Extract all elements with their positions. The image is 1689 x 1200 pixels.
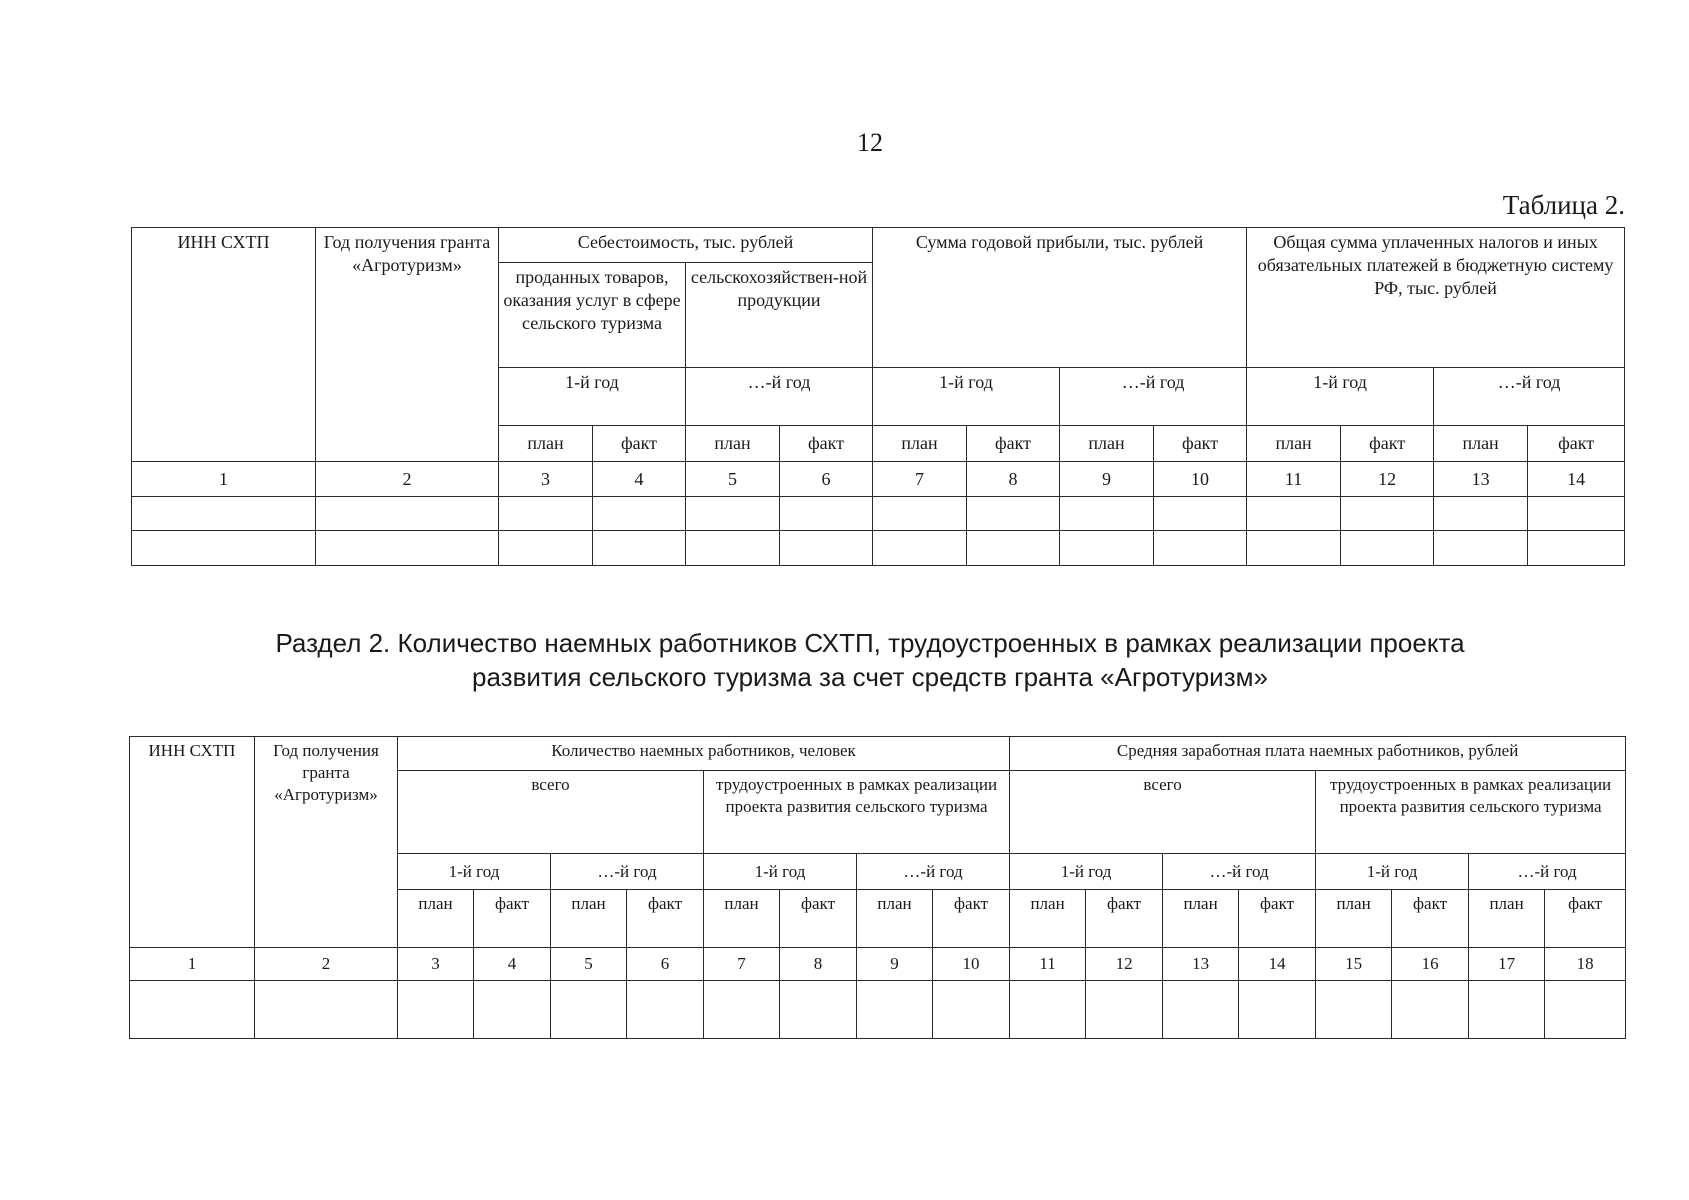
column-number: 5 [686,462,780,497]
table-cell[interactable] [1434,531,1528,566]
year-label: …-й год [1163,854,1316,890]
fact-label: факт [967,426,1060,462]
table-financials [131,227,1625,566]
table-cell[interactable] [967,531,1060,566]
table-cell[interactable] [1239,981,1316,1039]
year-label: 1-й год [1316,854,1469,890]
table-cell[interactable] [1469,981,1545,1039]
plan-label: план [1247,426,1341,462]
year-label: …-й год [551,854,704,890]
table-cell[interactable] [1060,497,1154,531]
header-taxes: Общая сумма уплаченных налогов и иных обязательных платежей в бюджетную систему РФ, тыс. рублей [1247,228,1625,368]
column-number: 14 [1239,948,1316,981]
column-number: 7 [873,462,967,497]
column-number: 17 [1469,948,1545,981]
fact-label: факт [1154,426,1247,462]
table-cell[interactable] [1154,497,1247,531]
column-number: 9 [1060,462,1154,497]
column-number: 18 [1545,948,1626,981]
column-number: 4 [593,462,686,497]
column-number: 3 [398,948,474,981]
table-cell[interactable] [1086,981,1163,1039]
column-number: 8 [780,948,857,981]
table-cell[interactable] [499,497,593,531]
header-employed-in-project: трудоустроенных в рамках реализации проекта развития сельского туризма [704,771,1010,854]
table-cell[interactable] [398,981,474,1039]
table-row [132,497,1625,531]
table-cell[interactable] [132,531,316,566]
table-cell[interactable] [1060,531,1154,566]
column-number: 11 [1010,948,1086,981]
table-cell[interactable] [1163,981,1239,1039]
section-heading-line2: развития сельского туризма за счет средств гранта «Агротуризм» [472,662,1268,692]
table-caption: Таблица 2. [1502,190,1625,220]
table-employees [129,736,1626,1039]
plan-label: план [551,890,627,948]
table-cell[interactable] [686,497,780,531]
header-inn: ИНН СХТП [130,737,255,948]
table-cell[interactable] [255,981,398,1039]
year-label: …-й год [1469,854,1626,890]
fact-label: факт [1528,426,1625,462]
column-number: 6 [627,948,704,981]
table-cell[interactable] [1528,531,1625,566]
column-number: 6 [780,462,873,497]
table-cell[interactable] [1341,531,1434,566]
table-cell[interactable] [933,981,1010,1039]
fact-label: факт [780,426,873,462]
column-number: 5 [551,948,627,981]
fact-label: факт [1392,890,1469,948]
table-cell[interactable] [551,981,627,1039]
plan-label: план [1163,890,1239,948]
year-label: 1-й год [873,368,1060,426]
header-grant-year: Год получения гранта «Агротуризм» [316,228,499,462]
table-cell[interactable] [316,531,499,566]
table-cell[interactable] [593,531,686,566]
header-inn: ИНН СХТП [132,228,316,462]
year-label: 1-й год [1247,368,1434,426]
table-cell[interactable] [1392,981,1469,1039]
header-grant-year: Год получения гранта «Агротуризм» [255,737,398,948]
table-cell[interactable] [1341,497,1434,531]
column-number: 7 [704,948,780,981]
fact-label: факт [1239,890,1316,948]
fact-label: факт [1086,890,1163,948]
table-row [132,531,1625,566]
column-number: 2 [316,462,499,497]
table-cell[interactable] [1545,981,1626,1039]
header-workers-count: Количество наемных работников, человек [398,737,1010,771]
plan-label: план [398,890,474,948]
plan-label: план [1469,890,1545,948]
table-cell[interactable] [132,497,316,531]
table-cell[interactable] [130,981,255,1039]
column-number: 14 [1528,462,1625,497]
fact-label: факт [1341,426,1434,462]
column-number: 13 [1434,462,1528,497]
table-cell[interactable] [474,981,551,1039]
header-cost-goods-services: проданных товаров, оказания услуг в сфере сельского туризма [499,263,686,368]
column-number: 4 [474,948,551,981]
year-label: 1-й год [499,368,686,426]
column-number: 16 [1392,948,1469,981]
year-label: …-й год [1434,368,1625,426]
table-cell[interactable] [780,497,873,531]
column-number: 11 [1247,462,1341,497]
fact-label: факт [593,426,686,462]
fact-label: факт [474,890,551,948]
table-cell[interactable] [593,497,686,531]
year-label: 1-й год [704,854,857,890]
column-number: 2 [255,948,398,981]
table-cell[interactable] [1528,497,1625,531]
table-cell[interactable] [873,531,967,566]
column-number: 3 [499,462,593,497]
header-cost: Себестоимость, тыс. рублей [499,228,873,263]
column-number: 13 [1163,948,1239,981]
fact-label: факт [627,890,704,948]
table-cell[interactable] [780,981,857,1039]
header-cost-agri-products: сельскохозяйствен-ной продукции [686,263,873,368]
plan-label: план [873,426,967,462]
plan-label: план [1010,890,1086,948]
plan-label: план [1434,426,1528,462]
table-cell[interactable] [857,981,933,1039]
table-cell[interactable] [704,981,780,1039]
header-profit: Сумма годовой прибыли, тыс. рублей [873,228,1247,368]
year-label: …-й год [1060,368,1247,426]
table-cell[interactable] [967,497,1060,531]
plan-label: план [499,426,593,462]
table-cell[interactable] [627,981,704,1039]
column-number: 15 [1316,948,1392,981]
page-number: 12 [857,128,883,157]
plan-label: план [704,890,780,948]
table-cell[interactable] [1154,531,1247,566]
year-label: 1-й год [1010,854,1163,890]
column-number: 9 [857,948,933,981]
table-cell[interactable] [1010,981,1086,1039]
header-total: всего [398,771,704,854]
table-cell[interactable] [1247,497,1341,531]
year-label: …-й год [857,854,1010,890]
header-total: всего [1010,771,1316,854]
year-label: …-й год [686,368,873,426]
table-cell[interactable] [316,497,499,531]
column-number: 8 [967,462,1060,497]
fact-label: факт [933,890,1010,948]
year-label: 1-й год [398,854,551,890]
table-row [130,981,1626,1039]
fact-label: факт [780,890,857,948]
column-number: 12 [1341,462,1434,497]
table-cell[interactable] [1434,497,1528,531]
table-cell[interactable] [686,531,780,566]
table-cell[interactable] [873,497,967,531]
section-heading [0,626,1689,694]
column-number: 10 [1154,462,1247,497]
table-cell[interactable] [780,531,873,566]
plan-label: план [857,890,933,948]
header-average-salary: Средняя заработная плата наемных работников, рублей [1010,737,1626,771]
table-cell[interactable] [499,531,593,566]
plan-label: план [1060,426,1154,462]
column-number: 10 [933,948,1010,981]
column-number: 1 [132,462,316,497]
column-number: 12 [1086,948,1163,981]
column-number: 1 [130,948,255,981]
plan-label: план [1316,890,1392,948]
plan-label: план [686,426,780,462]
section-heading-line1: Раздел 2. Количество наемных работников СХТП, трудоустроенных в рамках реализации проекта [275,628,1465,658]
fact-label: факт [1545,890,1626,948]
header-employed-in-project: трудоустроенных в рамках реализации проекта развития сельского туризма [1316,771,1626,854]
table-cell[interactable] [1247,531,1341,566]
table-cell[interactable] [1316,981,1392,1039]
